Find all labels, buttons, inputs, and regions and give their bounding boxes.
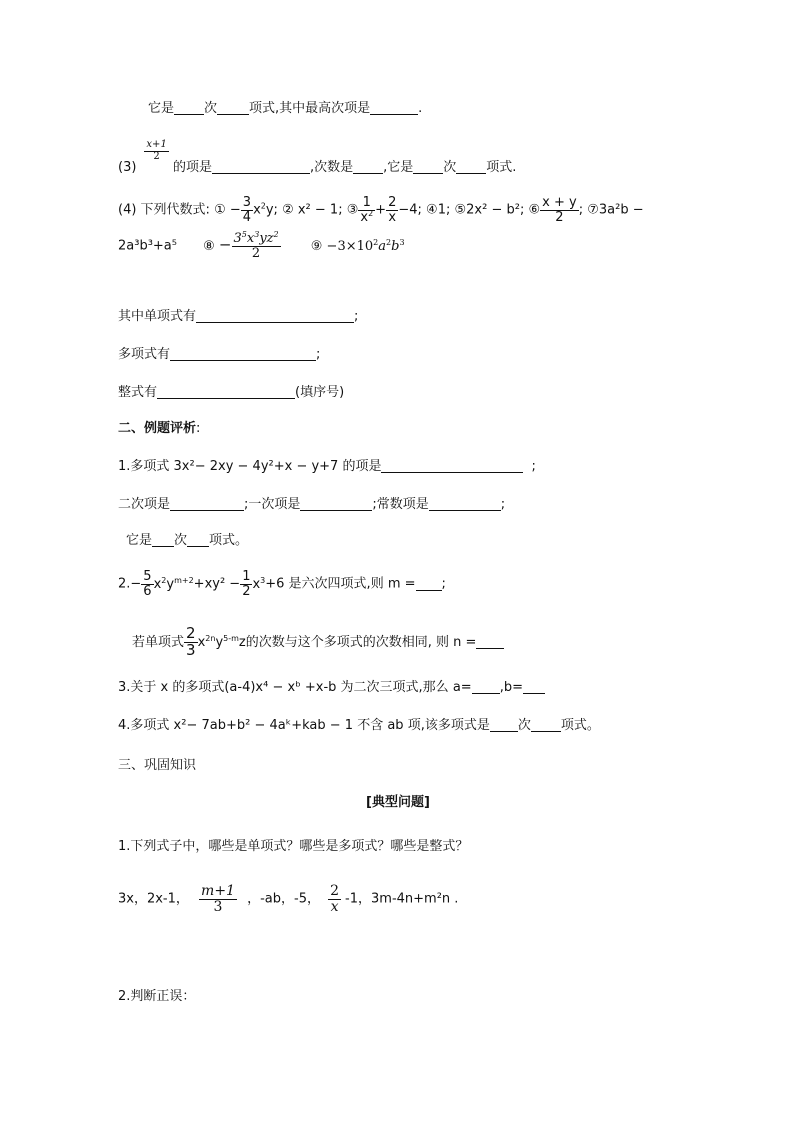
blank[interactable] [152,532,174,547]
blank[interactable] [157,384,295,399]
blank[interactable] [429,496,501,511]
typical-problems-title: [典型问题] [366,795,430,810]
question-3: (3) $\frac{x+1}{2}$ 的项是 ,次数是 ,它是 次 项式. [118,139,517,175]
section-2-title: 二、例题评析: [118,421,201,436]
question-4-cont: 2a³b³+a⁵ ⑧ − $\frac{3^5x^3yz^2}{2}$ ⑨ $-3\times 10^2a^2b^3$ [118,230,405,261]
answer-whole-expressions: 整式有 (填序号) [118,385,345,400]
blank[interactable] [416,576,442,591]
example-2-sub: 若单项式 $\frac{2}{3}$ $x^{2n}y^{5-m}z$的次数与这个多项式的次数相同, 则 n = [132,626,504,659]
blank[interactable] [456,159,486,174]
example-1-terms: 二次项是 ;一次项是 ;常数项是 ; [118,497,506,512]
example-3: 3.关于 x 的多项式(a-4)x⁴ − xᵇ +x-b 为二次三项式,那么 a= ,b= [118,679,545,697]
blank[interactable] [370,100,418,115]
example-1: 1.多项式 3x²− 2xy − 4y²+x − y+7 的项是 ; [118,459,536,474]
line-degree-question: 它是 次 项式,其中最高次项是 . [148,101,423,116]
fraction-x-plus-1-over-2: $\frac{x+1}{2}$ [146,139,167,162]
blank[interactable] [523,679,545,694]
fraction-3-5-x3yz2-over-2: $\frac{3^5x^3yz^2}{2}$ [233,230,279,261]
fraction-1-over-2: $\frac{1}{2}$ [242,569,251,599]
blank[interactable] [212,159,310,174]
blank[interactable] [170,346,316,361]
example-2: 2.− $\frac{5}{6}$ $x^2y^{m+2}+xy^2$ − $\frac{1}{2}$ $x^3+6$ 是六次四项式,则 m = ; [118,569,446,599]
fraction-m-plus-1-over-3: $\frac{m+1}{3}$ [201,883,235,915]
question-4: (4) 下列代数式: ① − $\frac{3}{4}$ $x^2y$; ② x² − 1; ③ $\frac{1}{x^2}$ + $\frac{2}{x}$ −4; ④1; ⑤2x² − b²; ⑥ $\frac{x + y}{2}$ ; ⑦3a²b − [118,195,644,225]
blank[interactable] [353,159,383,174]
example-4: 4.多项式 x²− 7ab+b² − 4aᵏ+kab − 1 不含 ab 项,该多项式是 次 项式。 [118,718,600,733]
blank[interactable] [196,308,354,323]
fraction-2-over-3: $\frac{2}{3}$ [186,624,196,659]
task-2: 2.判断正误： [118,989,196,1004]
task-1: 1.下列式子中，哪些是单项式？哪些是多项式？哪些是整式？ [118,839,469,854]
blank[interactable] [174,100,204,115]
fraction-2-over-x: $\frac{2}{x}$ [388,195,397,225]
fraction-5-over-6: $\frac{5}{6}$ [143,569,152,599]
answer-monomials: 其中单项式有 ; [118,309,359,324]
fraction-1-over-x2: $\frac{1}{x^2}$ [360,195,374,225]
fraction-x-plus-y-over-2: $\frac{x + y}{2}$ [542,195,577,225]
blank[interactable] [413,159,443,174]
fraction-3-over-4: $\frac{3}{4}$ [242,195,252,225]
blank[interactable] [476,634,504,649]
blank[interactable] [170,496,244,511]
section-3-title: 三、巩固知识 [118,758,197,773]
answer-polynomials: 多项式有 ; [118,347,321,362]
blank[interactable] [490,717,518,732]
blank[interactable] [381,458,523,473]
fraction-2-over-x: $\frac{2}{x}$ [330,883,340,915]
blank[interactable] [472,679,500,694]
blank[interactable] [217,100,249,115]
task-1-expressions: 3x，2x-1， $\frac{m+1}{3}$ ，-ab，-5， $\frac{2}{x}$ -1，3m-4n+m²n . [118,883,459,915]
blank[interactable] [187,532,209,547]
example-1-degree: 它是 次 项式。 [126,533,249,548]
blank[interactable] [531,717,561,732]
blank[interactable] [300,496,372,511]
